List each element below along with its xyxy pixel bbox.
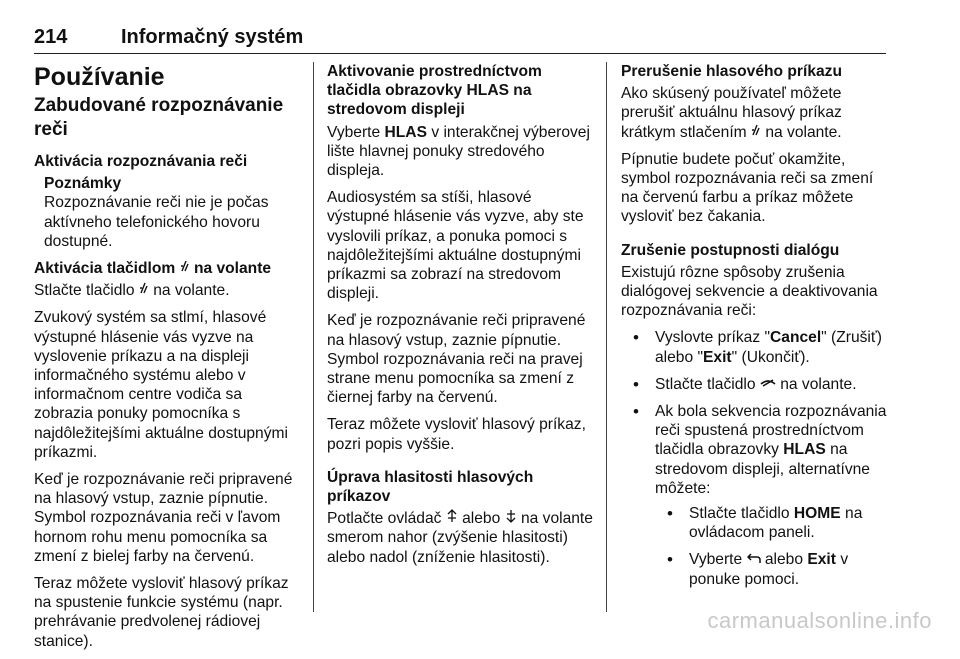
text: Stlačte tlačidlo <box>34 282 135 300</box>
command-label: Exit <box>703 348 732 366</box>
text: alebo <box>462 510 501 528</box>
paragraph: Pípnutie budete počuť okamžite, symbol rozpoznávania reči sa zmení na červenú farbu a príkaz môžete vysloviť bez čakania. <box>621 150 874 226</box>
page-number: 214 <box>34 26 68 48</box>
paragraph: Keď je rozpoznávanie reči pripravené na hlasový vstup, zaznie pípnutie. Symbol rozpoznávania reči v ľavom hornom rohu menu pomocníka sa zmení z bielej farby na červenú. <box>34 471 293 565</box>
text: Vyslovte príkaz " <box>655 329 771 347</box>
thumbwheel-down-icon <box>505 510 521 527</box>
chapter-title: Informačný systém <box>121 26 304 48</box>
voice-control-icon <box>751 124 765 141</box>
text: alebo <box>764 551 804 569</box>
text: na ovládacom paneli. <box>689 505 863 542</box>
text: v ponuke pomoci. <box>689 551 849 588</box>
note-title: Poznámky <box>44 175 122 193</box>
text: na volante. <box>780 375 857 393</box>
note-box <box>34 174 302 251</box>
text: na volante. <box>765 123 842 141</box>
text: na stredovom displeji, alternatívne môžete: <box>655 441 870 497</box>
subsection-heading: Zabudované rozpoznávanie reči <box>34 95 284 140</box>
section-heading: Používanie <box>34 63 165 91</box>
back-arrow-icon <box>747 551 765 568</box>
heading-text: Aktivácia tlačidlom <box>34 260 176 278</box>
heading-text: na volante <box>193 260 272 278</box>
list-item <box>655 550 889 588</box>
text: " (Zrušiť) alebo " <box>655 329 882 366</box>
paragraph <box>621 84 889 142</box>
topic-heading: Aktivácia rozpoznávania reči <box>34 153 248 170</box>
list-item <box>621 375 889 394</box>
page-header <box>34 26 886 50</box>
paragraph: Zvukový systém sa stlmí, hlasové výstupné hlásenie vás vyzve na vyslovenie príkazu a na displeji informačného systému alebo v informačnom centre vodiča sa zobrazia ponuky pomocníka s najdôležitejšími aktuálne dostupnými príkazmi. <box>34 309 288 461</box>
ui-label: HLAS <box>384 123 427 141</box>
topic-heading: Zrušenie postupnosti dialógu <box>621 241 840 259</box>
topic-heading: Aktivovanie prostredníctvom tlačidla obrazovky HLAS na stredovom displeji <box>327 63 542 119</box>
column-3 <box>621 62 889 597</box>
header-rule <box>34 53 886 54</box>
topic-heading: Úprava hlasitosti hlasových príkazov <box>327 468 534 506</box>
thumbwheel-up-icon <box>446 510 462 527</box>
list-item <box>621 328 889 366</box>
paragraph: Teraz môžete vysloviť hlasový príkaz na spustenie funkcie systému (napr. prehrávanie predvolenej rádiovej stanice). <box>34 575 289 650</box>
text: Potlačte ovládač <box>327 510 442 528</box>
text: Stlačte tlačidlo <box>655 375 756 393</box>
paragraph: Audiosystém sa stíši, hlasové výstupné hlásenie vás vyzve, aby ste vyslovili príkaz, a ponuka pomoci s najdôležitejšími aktuálne dostupnými príkazmi sa zobrazí na stredovom displeji. <box>327 189 584 303</box>
text: " (Ukončiť). <box>731 348 810 366</box>
watermark: carmanualsonline.info <box>707 608 932 633</box>
ui-label: HOME <box>793 505 841 523</box>
text: Ak bola sekvencia rozpoznávania reči spustená prostredníctvom tlačidla obrazovky <box>655 403 887 459</box>
ui-label: Exit <box>807 551 836 569</box>
column-divider <box>606 62 607 612</box>
voice-control-icon <box>139 282 153 299</box>
text: v interakčnej výberovej lište hlavnej ponuky stredového displeja. <box>327 123 590 180</box>
column-1 <box>34 62 302 659</box>
column-2 <box>327 62 595 575</box>
paragraph: Teraz môžete vysloviť hlasový príkaz, pozri popis vyššie. <box>327 416 586 453</box>
ui-label: HLAS <box>783 441 826 459</box>
command-label: Cancel <box>770 329 822 347</box>
paragraph: Keď je rozpoznávanie reči pripravené na hlasový vstup, zaznie pípnutie. Symbol rozpoznávania reči na pravej strane menu pomocníka sa zmení z čiernej farby na červenú. <box>327 312 586 407</box>
topic-heading: Prerušenie hlasového príkazu <box>621 63 842 80</box>
paragraph <box>327 123 595 181</box>
hang-up-icon <box>760 376 780 393</box>
text: Ako skúsený používateľ môžete prerušiť aktuálnu hlasový príkaz krátkym stlačením <box>621 85 842 141</box>
list-item <box>655 504 889 542</box>
list-item <box>621 402 889 589</box>
topic-heading-steering-button <box>34 259 302 278</box>
text: Vyberte <box>689 551 743 569</box>
paragraph <box>327 509 595 567</box>
text: na volante. <box>153 282 230 300</box>
paragraph <box>34 281 302 300</box>
sub-bullet-list <box>655 504 889 589</box>
text: Stlačte tlačidlo <box>689 505 790 523</box>
voice-control-icon <box>180 260 194 277</box>
paragraph: Existujú rôzne spôsoby zrušenia dialógovej sekvencie a deaktivovania rozpoznávania reči: <box>621 263 878 320</box>
text: na volante smerom nahor (zvýšenie hlasitosti) alebo nadol (zníženie hlasitosti). <box>327 510 593 566</box>
bullet-list <box>621 328 889 588</box>
text: Vyberte <box>327 123 381 141</box>
column-divider <box>313 62 314 612</box>
note-text: Rozpoznávanie reči nie je počas aktívneho telefonického hovoru dostupné. <box>44 194 269 250</box>
